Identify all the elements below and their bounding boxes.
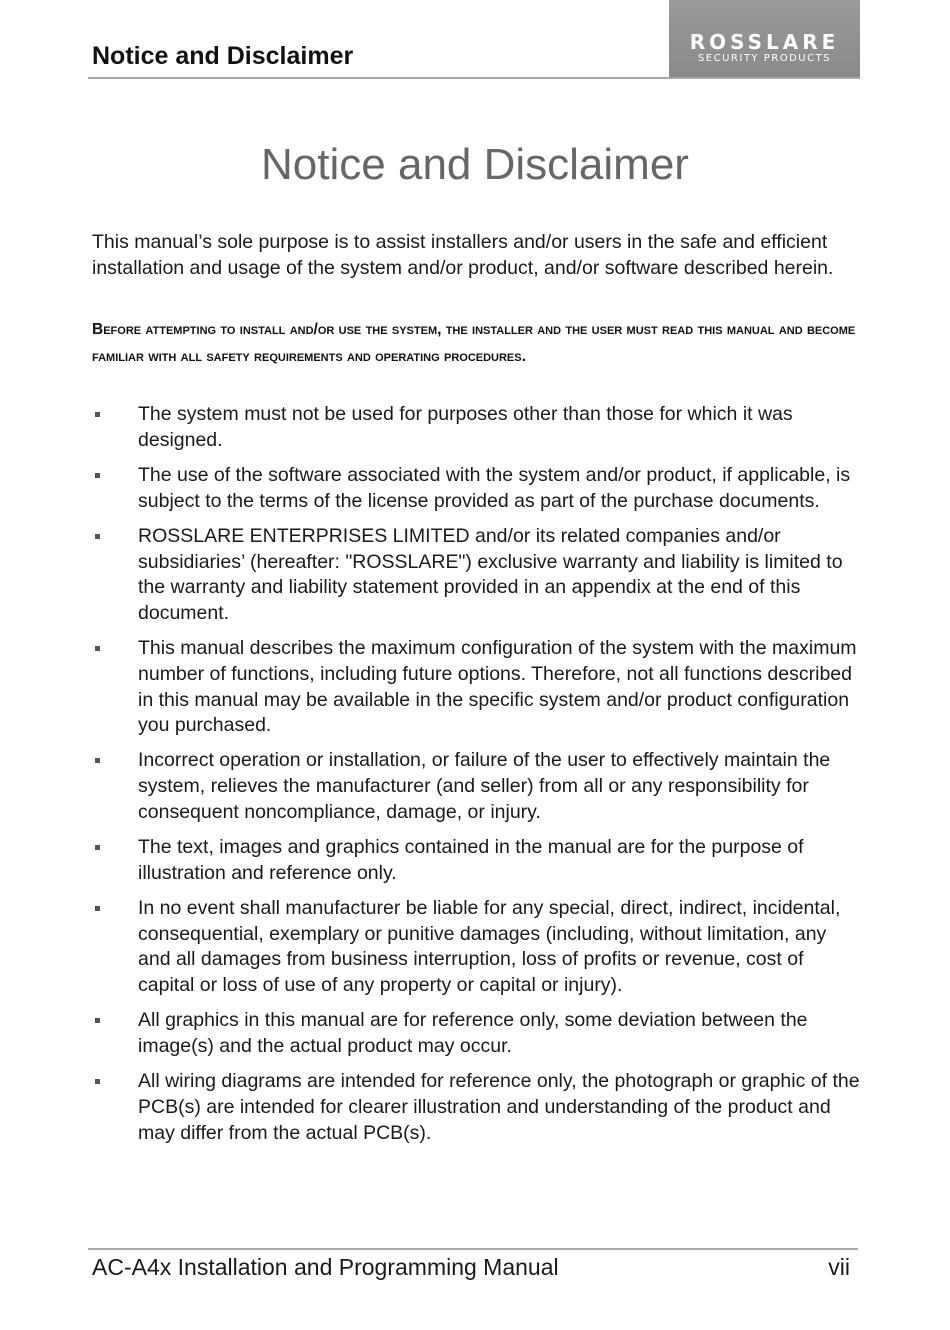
- disclaimer-list: [92, 402, 862, 1156]
- list-item-text: All graphics in this manual are for reference only, some deviation between the image(s) and the actual product may occur.: [138, 1009, 808, 1057]
- list-item-text: ROSSLARE ENTERPRISES LIMITED and/or its related companies and/or subsidiaries’ (hereafter: "ROSSLARE") exclusive warranty and liability is limited to the warranty and liability statement provided in an appendix at the end of this document.: [138, 524, 843, 624]
- list-item: [92, 835, 862, 886]
- page-title: Notice and Disclaimer: [261, 140, 689, 189]
- footer-manual-title: AC-A4x Installation and Programming Manual: [92, 1254, 559, 1280]
- list-item: [92, 402, 862, 453]
- list-item: [92, 748, 862, 825]
- list-item: [92, 636, 862, 739]
- square-bullet-icon: [95, 906, 100, 911]
- list-item-text: This manual describes the maximum configuration of the system with the maximum number of functions, including future options. Therefore, not all functions described in this manual may be available in the specific system and/or product configuration you purchased.: [138, 637, 857, 737]
- header-divider: [88, 77, 860, 79]
- list-item-text: The text, images and graphics contained in the manual are for the purpose of illustration and reference only.: [138, 836, 804, 884]
- square-bullet-icon: [95, 758, 100, 763]
- square-bullet-icon: [95, 1018, 100, 1023]
- list-item: [92, 463, 862, 514]
- list-item-text: In no event shall manufacturer be liable for any special, direct, indirect, incidental, consequential, exemplary or punitive damages (including, without limitation, any and all damages from business interruption, loss of profits or revenue, cost of capital or loss of use of any property or capital or injury).: [138, 896, 841, 997]
- list-item-text: The use of the software associated with the system and/or product, if applicable, is subject to the terms of the license provided as part of the purchase documents.: [138, 463, 851, 512]
- list-item-text: All wiring diagrams are intended for reference only, the photograph or graphic of the PCB(s) are intended for clearer illustration and understanding of the product and may differ from the actual PCB(s).: [138, 1070, 860, 1144]
- logo-tagline: SECURITY PRODUCTS: [697, 53, 832, 64]
- list-item: [92, 524, 862, 627]
- list-item: [92, 1069, 862, 1146]
- footer-page-number: vii: [828, 1254, 850, 1280]
- header-title: Notice and Disclaimer: [92, 42, 354, 70]
- list-item: [92, 896, 862, 999]
- intro-paragraph: This manual’s sole purpose is to assist installers and/or users in the safe and efficient installation and usage of the system and/or product, and/or software described herein.: [92, 231, 834, 279]
- square-bullet-icon: [95, 473, 100, 478]
- list-item-text: The system must not be used for purposes other than those for which it was designed.: [138, 403, 793, 451]
- logo-wordmark: ROSSLARE: [689, 30, 840, 54]
- list-item: [92, 1008, 862, 1059]
- square-bullet-icon: [95, 534, 100, 539]
- square-bullet-icon: [95, 845, 100, 850]
- square-bullet-icon: [95, 1079, 100, 1084]
- footer-divider: [88, 1248, 858, 1250]
- safety-warning: Before attempting to install and/or use the system, the installer and the user must read this manual and become familiar with all safety requirements and operating procedures.: [92, 321, 856, 365]
- square-bullet-icon: [95, 646, 100, 651]
- rosslare-logo: [669, 0, 860, 77]
- list-item-text: Incorrect operation or installation, or failure of the user to effectively maintain the system, relieves the manufacturer (and seller) from all or any responsibility for consequent noncompliance, damage, or injury.: [138, 749, 831, 823]
- square-bullet-icon: [95, 412, 100, 417]
